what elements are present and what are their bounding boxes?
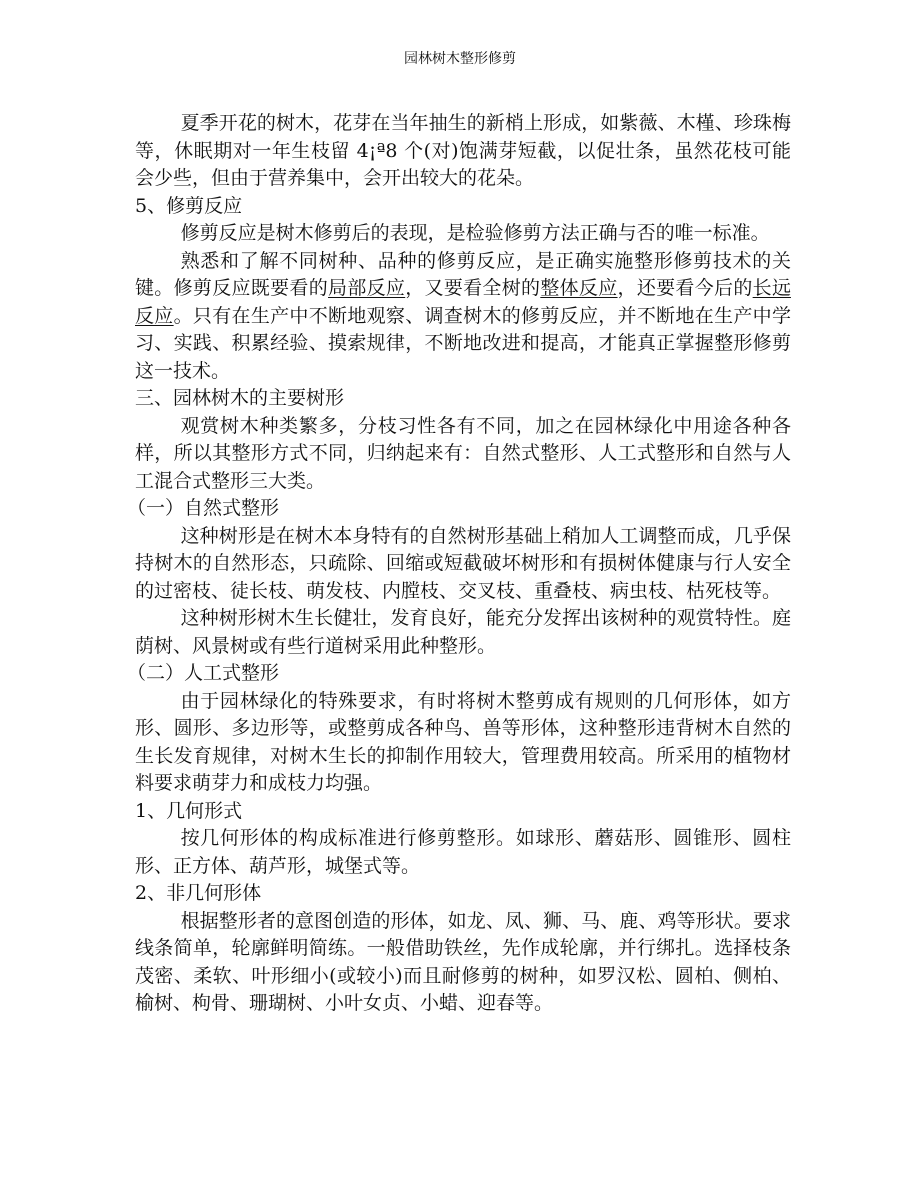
paragraph-natural-shaping-method: 这种树形是在树木本身特有的自然树形基础上稍加人工调整而成，几乎保持树木的自然形态，只疏除、回缩或短截破坏树形和有损树体健康与行人安全的过密枝、徒长枝、萌发枝、内膛枝、交叉枝、重叠枝、病虫枝、枯死枝等。 [135,524,791,602]
heading-artificial-shaping: （二）人工式整形 [127,662,280,684]
underlined-term-long-term-response: 长远反应 [135,277,791,327]
heading-pruning-response: 5、修剪反应 [135,194,243,217]
paragraph-ornamental-trees: 观赏树木种类繁多，分枝习性各有不同，加之在园林绿化中用途各种各样，所以其整形方式不同，归纳起来有：自然式整形、人工式整形和自然与人工混合式整形三大类。 [135,414,791,492]
paragraph-geometric-forms: 按几何形体的构成标准进行修剪整形。如球形、蘑菇形、圆锥形、圆柱形、正方体、葫芦形，城堡式等。 [135,827,791,877]
text-segment: ，还要看今后的 [617,277,753,299]
heading-geometric-forms: 1、几何形式 [135,799,243,822]
text-segment: 。只有在生产中不断地观察、调查树木的修剪反应，并不断地在生产中学习、实践、积累经验、摸索规律，不断地改进和提高，才能真正掌握整形修剪这一技术。 [135,304,791,382]
heading-non-geometric-forms: 2、非几何形体 [135,882,262,904]
page-header-title: 园林树木整形修剪 [404,51,516,67]
paragraph-non-geometric-forms: 根据整形者的意图创造的形体，如龙、凤、狮、马、鹿、鸡等形状。要求线条简单，轮廓鲜明简练。一般借助铁丝，先作成轮廓，并行绑扎。选择枝条茂密、柔软、叶形细小(或较小)而且耐修剪的树种，如罗汉松、圆柏、侧柏、榆树、枸骨、珊瑚树、小叶女贞、小蜡、迎春等。 [135,909,791,1014]
paragraph-summer-flowering: 夏季开花的树木，花芽在当年抽生的新梢上形成，如紫薇、木槿、珍珠梅等，休眠期对一年生枝留 4¡ª8 个(对)饱满芽短截，以促壮条，虽然花枝可能会少些，但由于营养集中，会开出较大的花朵。 [135,112,791,189]
heading-natural-shaping: （一）自然式整形 [127,497,280,519]
underlined-term-overall-response: 整体反应 [540,277,618,299]
paragraph-pruning-response-definition: 修剪反应是树木修剪后的表现，是检验修剪方法正确与否的唯一标准。 [180,222,770,244]
underlined-term-local-response: 局部反应 [328,277,406,299]
paragraph-pruning-response-key [135,248,791,386]
heading-main-tree-forms: 三、园林树木的主要树形 [135,387,345,409]
text-segment: ，又要看全树的 [405,277,541,299]
text-segment: 熟悉和了解不同树种、品种的修剪反应，是正确实施整形修剪技术的关键。修剪反应既要看的 [135,249,791,299]
paragraph-artificial-shaping: 由于园林绿化的特殊要求，有时将树木整剪成有规则的几何形体，如方形、圆形、多边形等，或整剪成各种鸟、兽等形体，这种整形违背树木自然的生长发育规律，对树木生长的抑制作用较大，管理费用较高。所采用的植物材料要求萌芽力和成枝力均强。 [135,689,791,794]
paragraph-natural-shaping-result: 这种树形树木生长健壮，发育良好，能充分发挥出该树种的观赏特性。庭荫树、风景树或有些行道树采用此种整形。 [135,607,791,657]
document-body [127,110,791,1018]
